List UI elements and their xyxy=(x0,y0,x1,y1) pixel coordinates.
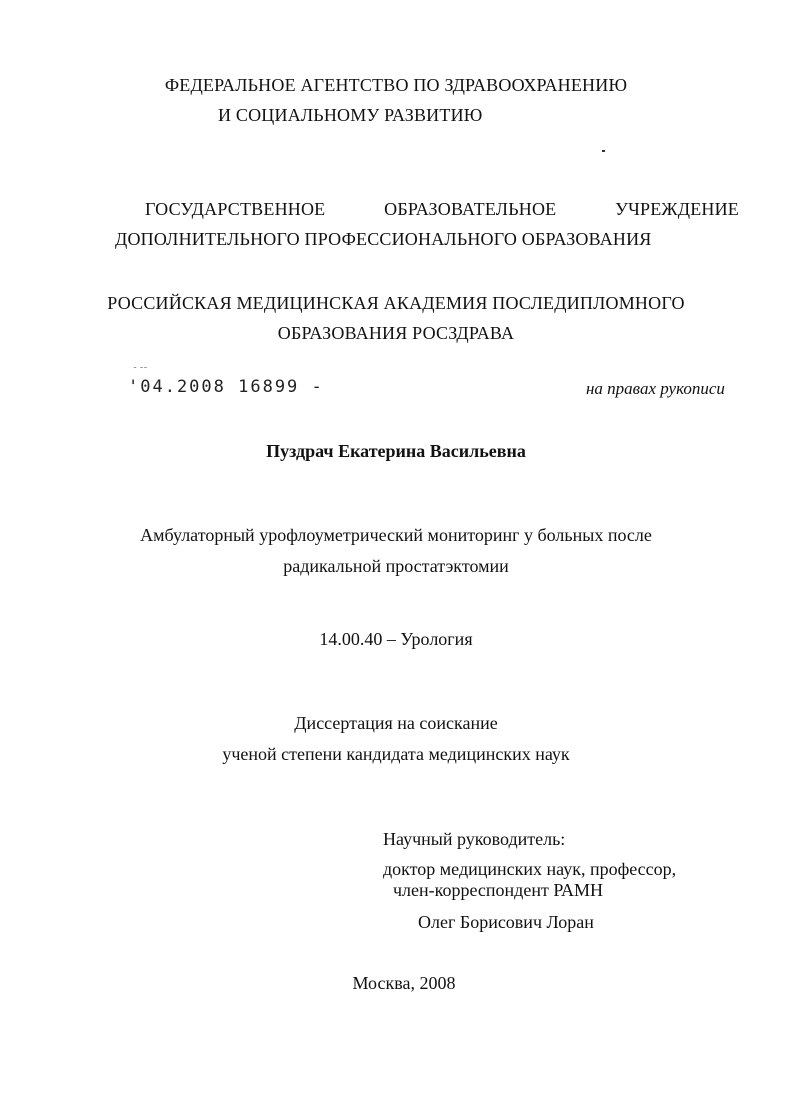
manuscript-rights: на правах рукописи xyxy=(586,379,725,398)
stamp-tick-mark: ˜ ˜˜ xyxy=(133,366,148,375)
institution-line-1 xyxy=(145,198,739,220)
supervisor-degree: доктор медицинских наук, профессор, xyxy=(383,859,677,879)
author-name: Пуздрач Екатерина Васильевна xyxy=(266,441,526,461)
registration-stamp: '04.2008 16899 - xyxy=(128,377,324,397)
degree-line-2: ученой степени кандидата медицинских наук xyxy=(222,744,570,764)
supervisor-name: Олег Борисович Лоран xyxy=(418,912,594,932)
academy-line-2: ОБРАЗОВАНИЯ РОСЗДРАВА xyxy=(277,323,515,343)
speck-mark xyxy=(602,150,605,152)
specialty-code: 14.00.40 – Урология xyxy=(319,629,473,649)
agency-line-1: ФЕДЕРАЛЬНОЕ АГЕНТСТВО ПО ЗДРАВООХРАНЕНИЮ xyxy=(164,75,628,95)
institution-word-3: УЧРЕЖДЕНИЕ xyxy=(615,199,739,219)
place-year: Москва, 2008 xyxy=(352,973,456,993)
institution-word-2: ОБРАЗОВАТЕЛЬНОЕ xyxy=(384,199,557,219)
institution-line-2: ДОПОЛНИТЕЛЬНОГО ПРОФЕССИОНАЛЬНОГО ОБРАЗОВАНИЯ xyxy=(115,229,652,249)
academy-line-1: РОССИЙСКАЯ МЕДИЦИНСКАЯ АКАДЕМИЯ ПОСЛЕДИПЛОМНОГО xyxy=(107,293,685,313)
supervisor-label: Научный руководитель: xyxy=(383,829,566,849)
institution-word-1: ГОСУДАРСТВЕННОЕ xyxy=(145,199,326,219)
degree-line-1: Диссертация на соискание xyxy=(294,713,498,733)
dissertation-title-line-2: радикальной простатэктомии xyxy=(283,556,509,576)
supervisor-title: член-корреспондент РАМН xyxy=(393,880,604,900)
dissertation-title-line-1: Амбулаторный урофлоуметрический мониторинг у больных после xyxy=(140,525,652,545)
agency-line-2: И СОЦИАЛЬНОМУ РАЗВИТИЮ xyxy=(218,105,483,125)
